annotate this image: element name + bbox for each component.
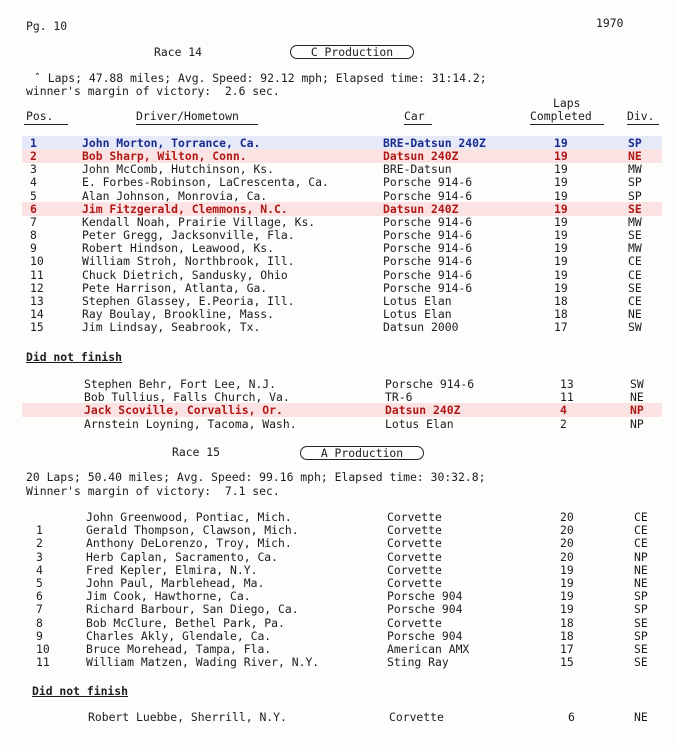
cell-div: SP: [634, 628, 648, 643]
cell-laps: 2: [560, 416, 567, 431]
cell-driver: William Stroh, Northbrook, Ill.: [82, 254, 295, 269]
col-car-header: Car: [404, 109, 425, 123]
laps-header-underline: [530, 124, 604, 125]
cell-laps: 19: [554, 267, 568, 282]
cell-driver: Bruce Morehead, Tampa, Fla.: [86, 642, 272, 656]
cell-car: Corvette: [387, 510, 442, 524]
cell-pos: 4: [30, 175, 37, 190]
cell-driver: Bob Sharp, Wilton, Conn.: [82, 149, 247, 164]
pos-header-underline: [24, 124, 68, 125]
cell-driver: Arnstein Loyning, Tacoma, Wash.: [84, 416, 297, 431]
cell-driver: John Greenwood, Pontiac, Mich.: [86, 510, 292, 524]
cell-car: Porsche 904: [387, 628, 463, 643]
cell-div: NE: [628, 306, 642, 321]
cell-car: Porsche 914-6: [383, 280, 473, 295]
cell-div: CE: [634, 523, 648, 538]
page-year: 1970: [596, 16, 624, 30]
cell-car: Porsche 904: [387, 602, 463, 617]
cell-laps: 19: [554, 201, 568, 216]
cell-laps: 19: [554, 241, 568, 256]
cell-div: SW: [628, 320, 642, 335]
cell-driver: Anthony DeLorenzo, Troy, Mich.: [86, 536, 292, 551]
cell-pos: 3: [36, 549, 43, 564]
cell-laps: 19: [554, 280, 568, 295]
cell-div: NP: [630, 416, 644, 431]
cell-div: SP: [634, 602, 648, 617]
cell-car: Porsche 914-6: [383, 175, 473, 190]
cell-div: MW: [628, 214, 642, 229]
cell-laps: 19: [560, 576, 574, 590]
cell-laps: 18: [560, 615, 574, 630]
cell-div: NE: [628, 149, 642, 164]
cell-driver: Peter Gregg, Jacksonville, Fla.: [82, 228, 295, 243]
cell-driver: William Matzen, Wading River, N.Y.: [86, 655, 320, 670]
cell-div: SP: [634, 589, 648, 604]
race15-margin: Winner's margin of victory: 7.1 sec.: [26, 484, 280, 498]
cell-pos: 2: [30, 149, 37, 164]
cell-div: SP: [628, 136, 642, 150]
cell-car: Lotus Elan: [383, 306, 452, 321]
cell-pos: 9: [30, 241, 37, 256]
cell-laps: 17: [560, 642, 574, 656]
cell-pos: 10: [36, 642, 50, 656]
cell-driver: Stephen Glassey, E.Peoria, Ill.: [82, 293, 295, 308]
cell-driver: Ray Boulay, Brookline, Mass.: [82, 306, 275, 321]
col-driver-header: Driver/Hometown: [136, 109, 239, 123]
cell-pos: 8: [30, 228, 37, 243]
race14-dnf-title: Did not finish: [26, 350, 123, 364]
race14-margin: winner's margin of victory: 2.6 sec.: [26, 84, 280, 98]
cell-car: Corvette: [387, 536, 442, 551]
cell-pos: 13: [30, 293, 44, 308]
cell-laps: 19: [560, 589, 574, 604]
cell-div: CE: [628, 254, 642, 269]
cell-driver: Gerald Thompson, Clawson, Mich.: [86, 523, 299, 538]
cell-pos: 1: [36, 523, 43, 538]
cell-car: Datsun 240Z: [383, 201, 459, 216]
cell-laps: 11: [560, 390, 574, 405]
cell-car: Porsche 914-6: [383, 188, 473, 203]
cell-car: TR-6: [385, 390, 413, 405]
cell-pos: 10: [30, 254, 44, 269]
cell-laps: 4: [560, 403, 567, 418]
cell-pos: 11: [36, 655, 50, 670]
race14-title: Race 14: [154, 45, 203, 59]
cell-car: Corvette: [387, 562, 442, 577]
cell-div: SP: [628, 188, 642, 203]
cell-car: Porsche 914-6: [383, 214, 473, 229]
cell-car: Corvette: [387, 615, 442, 630]
cell-laps: 19: [554, 254, 568, 269]
cell-laps: 19: [554, 175, 568, 190]
cell-div: SE: [634, 615, 648, 630]
cell-laps: 20: [560, 549, 574, 564]
cell-div: NE: [630, 390, 644, 405]
cell-div: CE: [634, 510, 648, 524]
cell-driver: John Morton, Torrance, Ca.: [82, 136, 261, 150]
cell-car: Corvette: [389, 710, 444, 724]
cell-driver: Jim Lindsay, Seabrook, Tx.: [82, 320, 261, 335]
cell-laps: 18: [554, 306, 568, 321]
cell-driver: Bob McClure, Bethel Park, Pa.: [86, 615, 285, 630]
driver-header-underline: [136, 124, 258, 125]
cell-div: NP: [630, 403, 644, 418]
cell-div: SE: [628, 280, 642, 295]
cell-driver: Robert Luebbe, Sherrill, N.Y.: [88, 710, 287, 724]
cell-driver: Fred Kepler, Elmira, N.Y.: [86, 562, 258, 577]
cell-driver: John Paul, Marblehead, Ma.: [86, 576, 265, 590]
cell-pos: 1: [30, 136, 37, 150]
cell-driver: Jim Fitzgerald, Clemmons, N.C.: [82, 201, 288, 216]
cell-pos: 7: [30, 214, 37, 229]
cell-pos: 15: [30, 320, 44, 335]
cell-laps: 19: [554, 162, 568, 177]
cell-driver: Jack Scoville, Corvallis, Or.: [84, 403, 283, 418]
cell-pos: 4: [36, 562, 43, 577]
col-laps-header: Completed: [530, 109, 592, 123]
cell-car: Porsche 914-6: [383, 267, 473, 282]
cell-div: MW: [628, 162, 642, 177]
cell-laps: 13: [560, 377, 574, 391]
cell-car: Datsun 240Z: [383, 149, 459, 164]
cell-car: Datsun 2000: [383, 320, 459, 335]
cell-div: CE: [634, 536, 648, 551]
cell-laps: 19: [554, 188, 568, 203]
cell-car: Porsche 914-6: [383, 241, 473, 256]
cell-laps: 20: [560, 536, 574, 551]
cell-car: BRE-Datsun 240Z: [383, 136, 486, 150]
cell-car: Lotus Elan: [383, 293, 452, 308]
cell-car: American AMX: [387, 642, 470, 656]
cell-driver: Bob Tullius, Falls Church, Va.: [84, 390, 290, 405]
cell-div: SE: [628, 201, 642, 216]
cell-pos: 2: [36, 536, 43, 551]
cell-pos: 6: [36, 589, 43, 604]
cell-div: SE: [634, 655, 648, 670]
race15-dnf-title: Did not finish: [32, 684, 129, 698]
cell-driver: Jim Cook, Hawthorne, Ca.: [86, 589, 251, 604]
cell-pos: 3: [30, 162, 37, 177]
cell-driver: Robert Hindson, Leawood, Ks.: [82, 241, 275, 256]
cell-car: Corvette: [387, 576, 442, 590]
cell-div: NE: [634, 710, 648, 724]
cell-car: Porsche 914-6: [383, 254, 473, 269]
cell-car: Porsche 914-6: [383, 228, 473, 243]
cell-pos: 12: [30, 280, 44, 295]
cell-div: MW: [628, 241, 642, 256]
cell-driver: Kendall Noah, Prairie Village, Ks.: [82, 214, 316, 229]
cell-laps: 19: [554, 228, 568, 243]
col-pos-header: Pos.: [26, 109, 54, 123]
cell-laps: 19: [554, 136, 568, 150]
cell-div: SW: [630, 377, 644, 391]
cell-div: NE: [634, 576, 648, 590]
race14-summary: ˆ Laps; 47.88 miles; Avg. Speed: 92.12 mph; Elapsed time: 31:14.2;: [34, 71, 487, 85]
race15-class-badge: A Production: [300, 446, 424, 460]
cell-laps: 19: [554, 214, 568, 229]
cell-car: Porsche 904: [387, 589, 463, 604]
cell-laps: 18: [560, 628, 574, 643]
cell-pos: 11: [30, 267, 44, 282]
cell-pos: 7: [36, 602, 43, 617]
cell-div: SE: [628, 228, 642, 243]
cell-laps: 18: [554, 293, 568, 308]
cell-pos: 6: [30, 201, 37, 216]
cell-car: Sting Ray: [387, 655, 449, 670]
page-number: Pg. 10: [26, 19, 68, 33]
col-laps-header-top: Laps: [553, 96, 581, 110]
cell-driver: Chuck Dietrich, Sandusky, Ohio: [82, 267, 288, 282]
race15-summary: 20 Laps; 50.40 miles; Avg. Speed: 99.16 mph; Elapsed time: 30:32.8;: [26, 470, 486, 484]
cell-laps: 17: [554, 320, 568, 335]
cell-div: CE: [628, 267, 642, 282]
cell-driver: Alan Johnson, Monrovia, Ca.: [82, 188, 268, 203]
cell-pos: 5: [30, 188, 37, 203]
race14-class-badge: C Production: [290, 45, 414, 59]
cell-car: BRE-Datsun: [383, 162, 452, 177]
cell-car: Corvette: [387, 523, 442, 538]
cell-laps: 15: [560, 655, 574, 670]
cell-div: SE: [634, 642, 648, 656]
cell-div: CE: [628, 293, 642, 308]
cell-driver: Charles Akly, Glendale, Ca.: [86, 628, 272, 643]
cell-laps: 6: [568, 710, 575, 724]
cell-driver: Stephen Behr, Fort Lee, N.J.: [84, 377, 277, 391]
cell-laps: 20: [560, 523, 574, 538]
cell-driver: Pete Harrison, Atlanta, Ga.: [82, 280, 268, 295]
cell-driver: Richard Barbour, San Diego, Ca.: [86, 602, 299, 617]
cell-laps: 20: [560, 510, 574, 524]
cell-car: Porsche 914-6: [385, 377, 475, 391]
car-header-underline: [404, 124, 432, 125]
cell-pos: 14: [30, 306, 44, 321]
cell-pos: 9: [36, 628, 43, 643]
race15-title: Race 15: [172, 445, 221, 459]
cell-laps: 19: [560, 562, 574, 577]
cell-car: Corvette: [387, 549, 442, 564]
cell-div: NE: [634, 562, 648, 577]
cell-car: Lotus Elan: [385, 416, 454, 431]
cell-laps: 19: [554, 149, 568, 164]
cell-driver: E. Forbes-Robinson, LaCrescenta, Ca.: [82, 175, 329, 190]
cell-pos: 5: [36, 576, 43, 590]
cell-driver: Herb Caplan, Sacramento, Ca.: [86, 549, 279, 564]
cell-pos: 8: [36, 615, 43, 630]
cell-div: SP: [628, 175, 642, 190]
cell-car: Datsun 240Z: [385, 403, 461, 418]
cell-laps: 19: [560, 602, 574, 617]
div-header-underline: [627, 124, 659, 125]
cell-driver: John McComb, Hutchinson, Ks.: [82, 162, 275, 177]
cell-div: NP: [634, 549, 648, 564]
col-div-header: Div.: [627, 109, 655, 123]
